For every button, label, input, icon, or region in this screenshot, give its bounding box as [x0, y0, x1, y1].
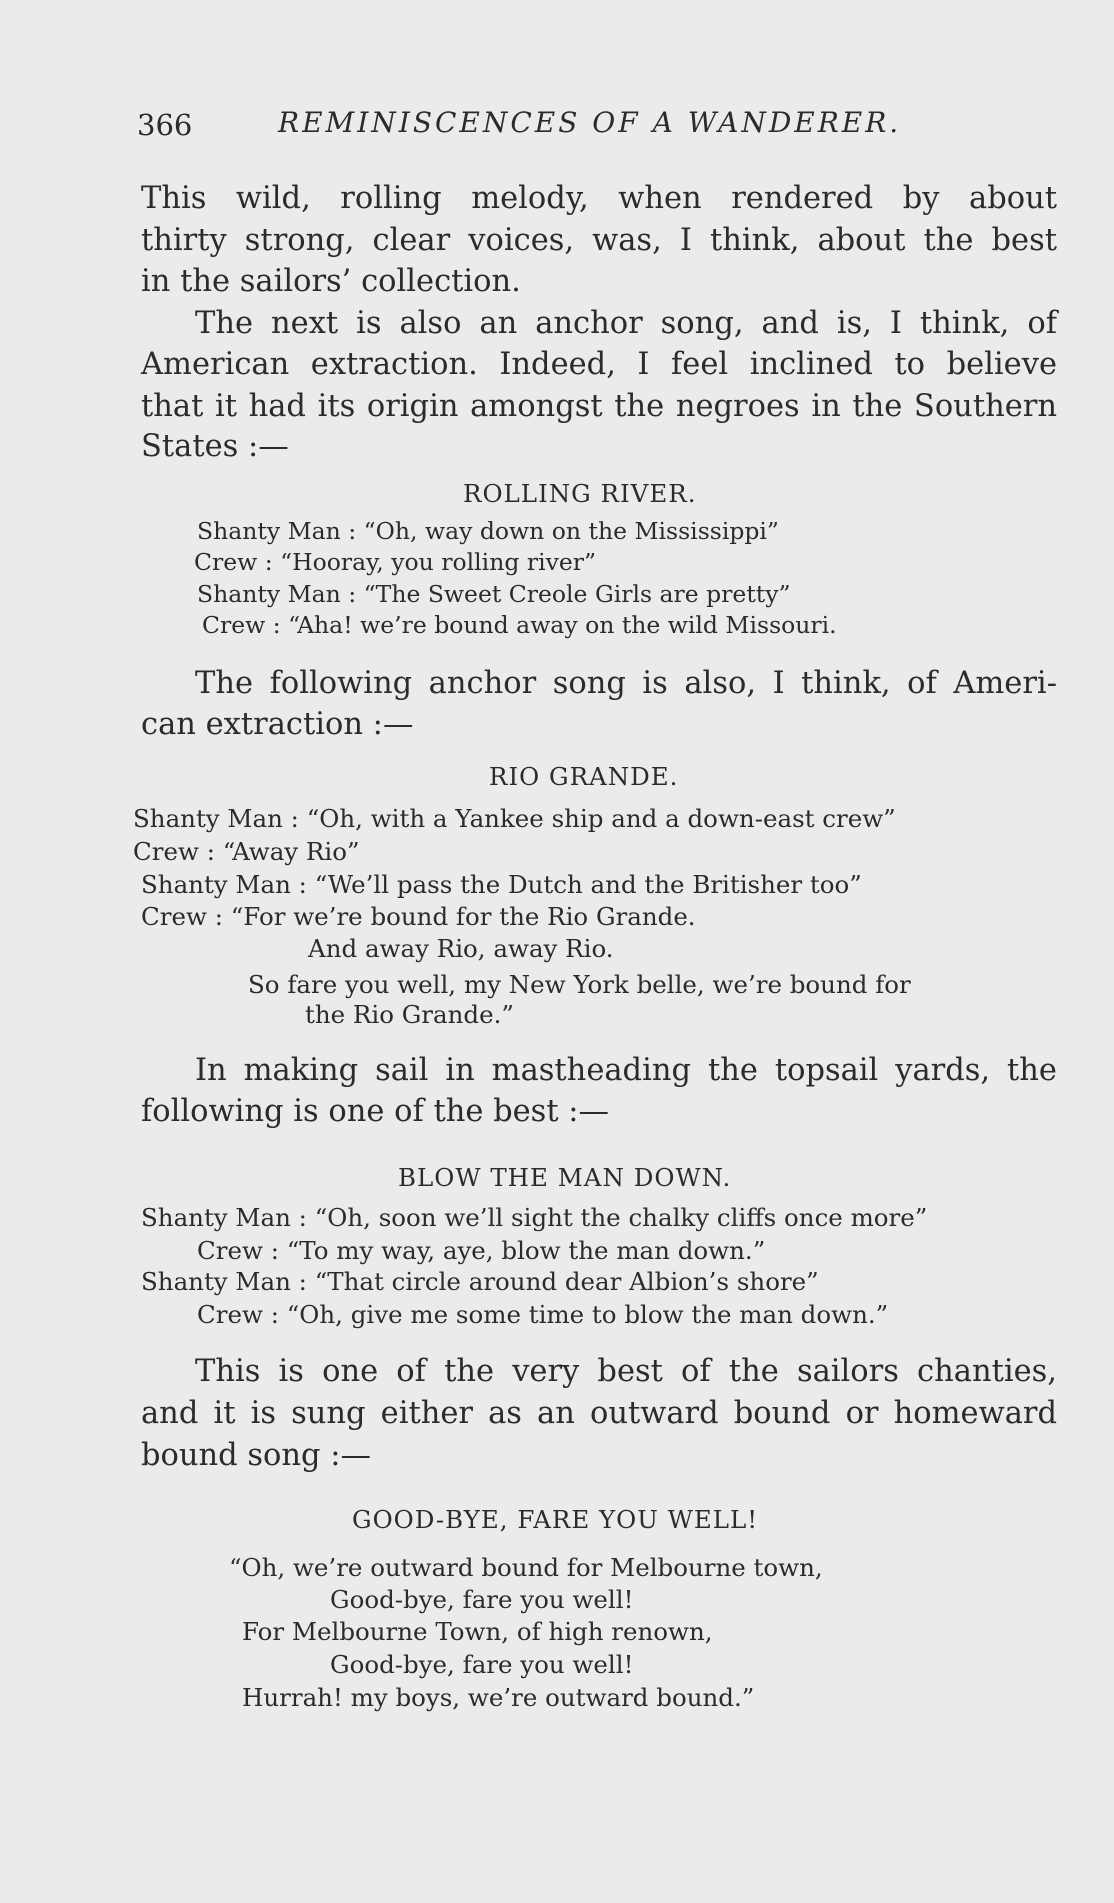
paragraph-line: American extraction. Indeed, I feel inclined to believe	[141, 347, 1057, 382]
verse-line: Crew : “Aha! we’re bound away on the wild Missouri.	[202, 611, 837, 639]
paragraph-line: that it had its origin amongst the negroes in the Southern	[141, 389, 1057, 424]
verse-line: Crew : “Away Rio”	[133, 837, 360, 866]
verse-line: Shanty Man : “We’ll pass the Dutch and the Britisher too”	[141, 870, 862, 899]
verse-line: Good-bye, fare you well!	[330, 1585, 634, 1614]
paragraph-line: This is one of the very best of the sailors chanties,	[195, 1354, 1057, 1389]
verse-line: Crew : “For we’re bound for the Rio Grande.	[141, 902, 696, 931]
verse-line: Shanty Man : “The Sweet Creole Girls are pretty”	[197, 580, 791, 608]
verse-line: For Melbourne Town, of high renown,	[242, 1617, 713, 1646]
verse-line: “Oh, we’re outward bound for Melbourne town,	[229, 1553, 823, 1582]
verse-line: Shanty Man : “Oh, way down on the Mississippi”	[197, 517, 779, 545]
verse-line: Hurrah! my boys, we’re outward bound.”	[242, 1683, 755, 1712]
verse-line: Crew : “Oh, give me some time to blow the man down.”	[197, 1300, 889, 1329]
paragraph-line: The next is also an anchor song, and is, I think, of	[195, 306, 1057, 341]
paragraph-line: and it is sung either as an outward bound or homeward	[141, 1396, 1057, 1431]
song-title: BLOW THE MAN DOWN.	[398, 1163, 732, 1192]
running-title: REMINISCENCES OF A WANDERER.	[278, 106, 902, 139]
verse-line: And away Rio, away Rio.	[308, 934, 614, 963]
verse-line: Shanty Man : “That circle around dear Albion’s shore”	[141, 1267, 819, 1296]
verse-line: Shanty Man : “Oh, soon we’ll sight the chalky cliffs once more”	[141, 1203, 928, 1232]
verse-line: the Rio Grande.”	[305, 1000, 514, 1029]
verse-line: Crew : “Hooray, you rolling river”	[194, 548, 597, 576]
page-number: 366	[137, 108, 193, 142]
verse-line: Shanty Man : “Oh, with a Yankee ship and a down-east crew”	[133, 804, 896, 833]
paragraph-line: States :—	[141, 429, 289, 464]
song-title: GOOD-BYE, FARE YOU WELL!	[352, 1505, 759, 1534]
paragraph-line: The following anchor song is also, I think, of Ameri-	[195, 666, 1057, 701]
verse-line: Crew : “To my way, aye, blow the man down.”	[197, 1236, 766, 1265]
paragraph-line: in the sailors’ collection.	[141, 264, 521, 299]
paragraph-line: can extraction :—	[141, 707, 414, 742]
paragraph-line: bound song :—	[141, 1438, 372, 1473]
verse-line: Good-bye, fare you well!	[330, 1650, 634, 1679]
song-title: ROLLING RIVER.	[463, 479, 697, 508]
paragraph-line: In making sail in mastheading the topsail yards, the	[195, 1053, 1057, 1088]
song-title: RIO GRANDE.	[489, 762, 679, 791]
verse-line: So fare you well, my New York belle, we’re bound for	[248, 970, 911, 999]
paragraph-line: following is one of the best :—	[141, 1094, 610, 1129]
paragraph-line: thirty strong, clear voices, was, I think, about the best	[141, 223, 1057, 258]
paragraph-line: This wild, rolling melody, when rendered by about	[141, 181, 1057, 216]
